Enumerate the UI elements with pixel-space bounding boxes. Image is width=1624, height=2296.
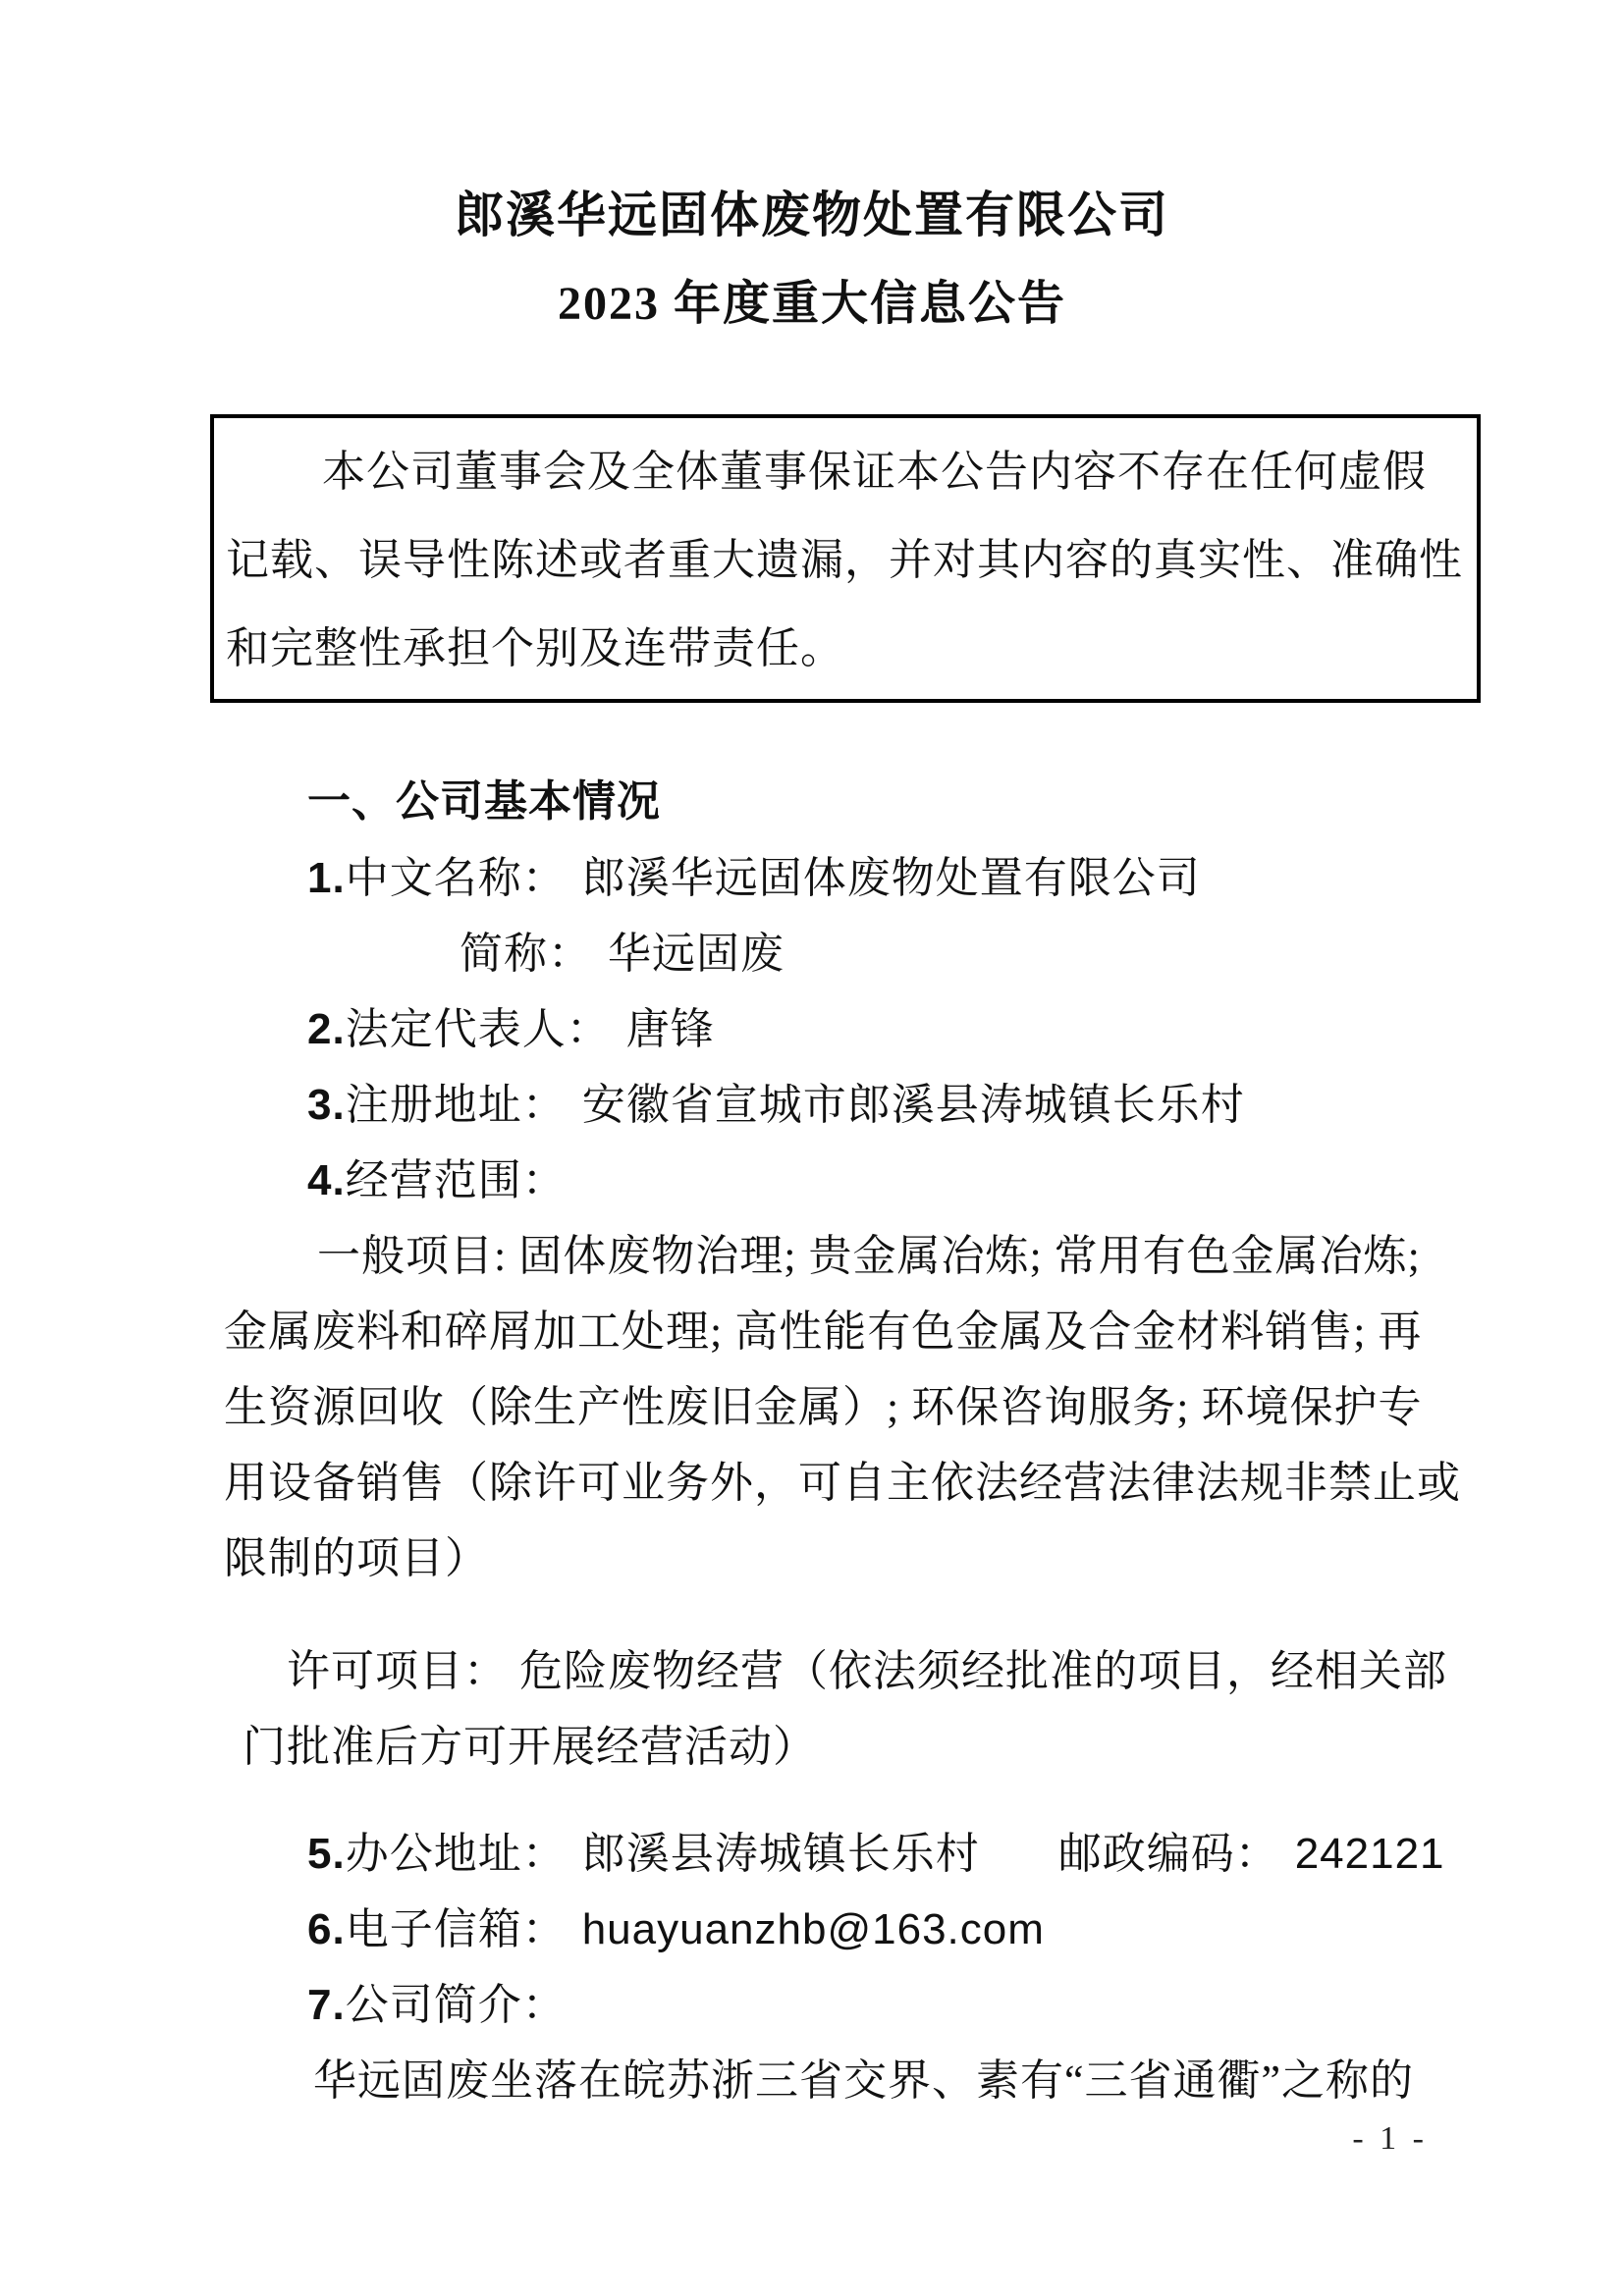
item-label: 注册地址： [345,1081,567,1129]
section-company-basics [224,764,1624,2118]
scope-general-line-4: 用设备销售（除许可业务外，可自主依法经营法律法规非禁止或 [224,1459,1461,1507]
item-value: 安徽省宣城市郎溪县涛城镇长乐村 [581,1081,1245,1129]
item-label: 办公地址： [345,1830,567,1878]
item-number: 1. [307,854,346,902]
item-number: 3. [307,1081,346,1129]
item-label: 法定代表人： [345,1005,611,1053]
item-number: 7. [307,1981,346,2029]
item-company-profile [224,1967,1624,2043]
doc-title: 郎溪华远固体废物处置有限公司 [455,187,1169,242]
scope-licensed-line-1: 许可项目： 危险废物经营（依法须经批准的项目，经相关部 [287,1647,1447,1695]
item-value: 郎溪县涛城镇长乐村 [581,1830,980,1878]
section-heading: 一、公司基本情况 [307,777,661,826]
profile-intro-line: 华远固废坐落在皖苏浙三省交界、素有“三省通衢”之称的 [313,2056,1415,2105]
item-registered-address [224,1067,1624,1143]
item-number: 4. [307,1156,346,1204]
scope-general-line-3: 生资源回收（除生产性废旧金属）; 环保咨询服务; 环境保护专 [224,1383,1423,1431]
item-label: 公司简介： [345,1981,567,2029]
scope-general-line-2: 金属废料和碎屑加工处理; 高性能有色金属及合金材料销售; 再 [224,1308,1423,1356]
disclaimer-line-2: 记载、误导性陈述或者重大遗漏，并对其内容的真实性、准确性 [226,536,1463,584]
item-number: 6. [307,1905,346,1953]
item-label: 经营范围： [345,1156,567,1204]
scope-general-line-5: 限制的项目） [224,1534,489,1582]
disclaimer-box [210,414,1481,703]
item-value: 郎溪华远固体废物处置有限公司 [581,854,1201,902]
item-business-scope [224,1143,1624,1218]
email-value: huayuanzhb@163.com [581,1905,1045,1953]
item-legal-representative [224,991,1624,1067]
disclaimer-line-3: 和完整性承担个别及连带责任。 [226,624,844,672]
postal-code-value: 242121 [1294,1830,1445,1878]
item-value: 华远固废 [608,930,785,978]
item-label: 中文名称： [345,854,567,902]
scope-licensed-line-2: 门批准后方可开展经营活动） [243,1723,817,1771]
page-number: - 1 - [1352,2120,1428,2157]
disclaimer-line-1: 本公司董事会及全体董事保证本公告内容不存在任何虚假 [322,448,1427,496]
item-short-name [224,916,1624,991]
item-number: 2. [307,1005,346,1053]
doc-subtitle: 2023 年度重大信息公告 [557,278,1066,330]
item-chinese-name [224,840,1624,916]
item-office-address [224,1816,1624,1892]
item-email [224,1892,1624,1967]
item-label: 简称： [460,930,592,978]
item-label: 电子信箱： [345,1905,567,1953]
item-value: 唐锋 [625,1005,715,1053]
item-number: 5. [307,1830,346,1878]
scope-general-line-1: 一般项目: 固体废物治理; 贵金属冶炼; 常用有色金属冶炼; [317,1232,1421,1280]
postal-code-label: 邮政编码： [1057,1830,1279,1878]
